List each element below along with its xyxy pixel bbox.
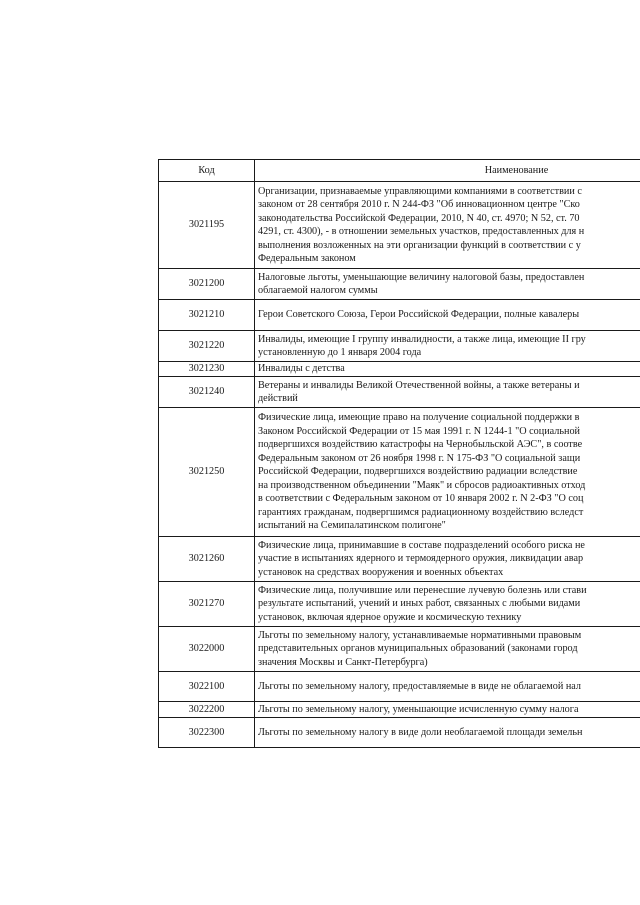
table-row (159, 300, 640, 331)
row-name-line: Льготы по земельному налогу, уменьшающие исчисленную сумму налога (258, 703, 579, 715)
row-name-line: значения Москвы и Санкт-Петербурга) (258, 656, 428, 668)
column-header-name: Наименование (255, 160, 640, 182)
benefit-codes-table (158, 159, 640, 748)
row-name-line: 4291, ст. 4300), - в отношении земельных участков, предоставленных для н (258, 226, 585, 237)
row-name-line: законом от 28 сентября 2010 г. N 244-ФЗ "Об инновационном центре "Ско (258, 199, 580, 210)
table-row (159, 377, 640, 408)
row-code: 3021210 (159, 300, 255, 331)
table-row (159, 627, 640, 672)
table-row (159, 718, 640, 748)
row-code: 3022100 (159, 672, 255, 702)
table-header-row (159, 160, 640, 182)
row-name (255, 331, 640, 362)
row-code: 3021230 (159, 362, 255, 377)
row-name-line: испытаний на Семипалатинском полигоне" (258, 520, 446, 532)
row-name (255, 582, 640, 627)
row-name (255, 182, 640, 269)
row-name-line: на производственном объединении "Маяк" и сбросов радиоактивных отход (258, 479, 586, 491)
column-header-code: Код (159, 160, 255, 182)
table-row (159, 182, 640, 269)
row-name-line: Льготы по земельному налогу, предоставляемые в виде не облагаемой нал (258, 680, 581, 692)
row-name-line: Льготы по земельному налогу в виде доли необлагаемой площади земельн (258, 726, 583, 738)
row-name-line: Льготы по земельному налогу, устанавливаемые нормативными правовым (258, 629, 582, 641)
row-name-line: установок, включая ядерное оружие и космическую технику (258, 611, 522, 623)
row-code: 3021195 (159, 182, 255, 269)
row-name-line: облагаемой налогом суммы (258, 285, 378, 296)
row-name-line: Организации, признаваемые управляющими компаниями в соответствии с (258, 185, 582, 197)
row-code: 3022300 (159, 718, 255, 748)
table-row (159, 269, 640, 300)
row-name (255, 408, 640, 537)
row-code: 3021250 (159, 408, 255, 537)
row-name-line: подвергшихся воздействию катастрофы на Чернобыльской АЭС", в соотве (258, 439, 583, 451)
row-name-line: Физические лица, имеющие право на получение социальной поддержки в (258, 412, 580, 424)
table-row (159, 537, 640, 582)
row-name-line: Герои Советского Союза, Герои Российской Федерации, полные кавалеры (258, 309, 580, 321)
row-name-line: Федеральным законом (258, 253, 356, 264)
row-name-line: результате испытаний, учений и иных работ, связанных с любыми видами (258, 598, 581, 610)
row-name (255, 718, 640, 748)
row-name-line: Федеральным законом от 26 ноября 1998 г. N 175-ФЗ "О социальной защи (258, 452, 581, 464)
table-row (159, 702, 640, 718)
row-name-line: установленную до 1 января 2004 года (258, 347, 422, 358)
row-code: 3021240 (159, 377, 255, 408)
row-name (255, 300, 640, 331)
row-code: 3022000 (159, 627, 255, 672)
row-name-line: Ветераны и инвалиды Великой Отечественной войны, а также ветераны и (258, 379, 580, 391)
document-table-viewport (158, 159, 640, 800)
table-row (159, 408, 640, 537)
row-name (255, 269, 640, 300)
row-name-line: выполнения возложенных на эти организации функций в соответствии с у (258, 239, 581, 251)
row-name (255, 702, 640, 718)
row-name-line: участие в испытаниях ядерного и термоядерного оружия, ликвидации авар (258, 553, 584, 565)
row-name (255, 537, 640, 582)
row-code: 3021200 (159, 269, 255, 300)
row-name-line: Инвалиды, имеющие I группу инвалидности, а также лица, имеющие II гру (258, 333, 586, 345)
row-code: 3021260 (159, 537, 255, 582)
row-name-line: Физические лица, принимавшие в составе подразделений особого риска не (258, 539, 585, 551)
row-name-line: в соответствии с Федеральным законом от 10 января 2002 г. N 2-ФЗ "О соц (258, 493, 584, 505)
row-name (255, 627, 640, 672)
row-code: 3021270 (159, 582, 255, 627)
row-name (255, 377, 640, 408)
table-row (159, 362, 640, 377)
row-code: 3021220 (159, 331, 255, 362)
table-body (159, 182, 640, 748)
row-code: 3022200 (159, 702, 255, 718)
row-name-line: Российской Федерации, подвергшихся воздействию радиации вследствие (258, 466, 578, 478)
row-name (255, 672, 640, 702)
row-name-line: представительных органов муниципальных образований (законами город (258, 643, 578, 655)
row-name-line: Инвалиды с детства (258, 363, 345, 375)
table-row (159, 672, 640, 702)
row-name-line: действий (258, 393, 298, 404)
row-name-line: Физические лица, получившие или перенесшие лучевую болезнь или стави (258, 584, 587, 596)
row-name-line: законодательства Российской Федерации, 2010, N 40, ст. 4970; N 52, ст. 70 (258, 212, 580, 224)
table-row (159, 582, 640, 627)
row-name-line: установок на средствах вооружения и военных объектах (258, 566, 504, 578)
row-name-line: Налоговые льготы, уменьшающие величину налоговой базы, предоставлен (258, 271, 585, 283)
table-row (159, 331, 640, 362)
row-name-line: Законом Российской Федерации от 15 мая 1991 г. N 1244-1 "О социальной (258, 425, 581, 437)
row-name-line: гарантиях гражданам, подвергшимся радиационному воздействию вследст (258, 506, 584, 518)
row-name (255, 362, 640, 377)
